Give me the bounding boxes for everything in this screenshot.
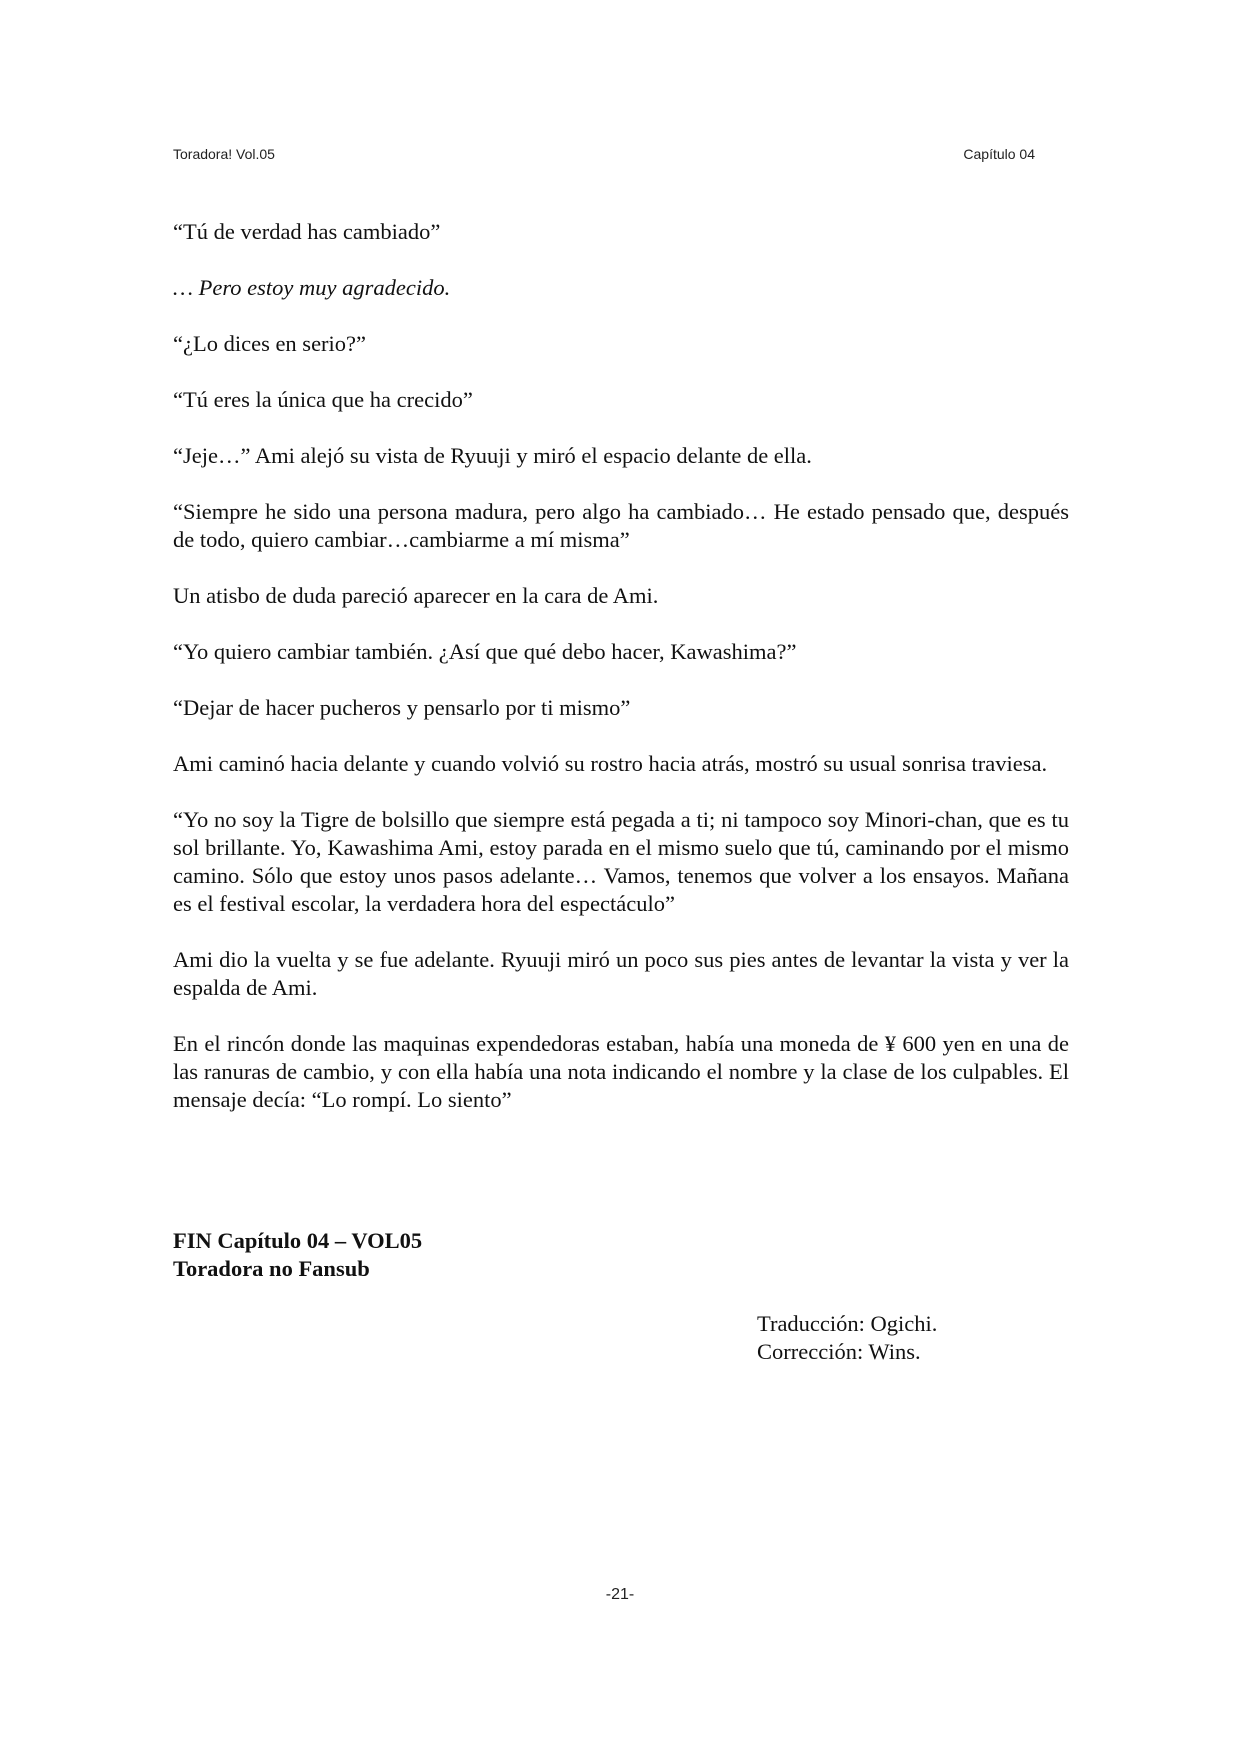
- paragraph: Ami caminó hacia delante y cuando volvió su rostro hacia atrás, mostró su usual sonrisa traviesa.: [173, 751, 1048, 776]
- header-chapter: Capítulo 04: [963, 146, 1035, 162]
- header-book-title: Toradora! Vol.05: [173, 146, 275, 162]
- paragraph: “Dejar de hacer pucheros y pensarlo por ti mismo”: [173, 695, 631, 720]
- chapter-end-block: [173, 1227, 422, 1283]
- page-header: [173, 146, 1035, 168]
- paragraph: “Yo no soy la Tigre de bolsillo que siempre está pegada a ti; ni tampoco soy Minori-chan, que es tu sol brillante. Yo, Kawashima Ami, estoy parada en el mismo suelo que tú, caminando por el mismo camino. Sólo que estoy unos pasos adelante… Vamos, tenemos que volver a los ensayos. Mañana es el festival escolar, la verdadera hora del espectáculo”: [173, 807, 1069, 916]
- paragraph: “Tú de verdad has cambiado”: [173, 219, 441, 244]
- paragraph: En el rincón donde las maquinas expendedoras estaban, había una moneda de ¥ 600 yen en una de las ranuras de cambio, y con ella había una nota indicando el nombre y la clase de los culpables. El mensaje decía: “Lo rompí. Lo siento”: [173, 1031, 1069, 1112]
- paragraph: “¿Lo dices en serio?”: [173, 331, 367, 356]
- paragraph: Ami dio la vuelta y se fue adelante. Ryuuji miró un poco sus pies antes de levantar la vista y ver la espalda de Ami.: [173, 947, 1069, 1000]
- body-text: [173, 218, 1069, 1142]
- paragraph: … Pero estoy muy agradecido.: [173, 275, 451, 300]
- fansub-name: Toradora no Fansub: [173, 1256, 370, 1281]
- credits-block: [757, 1310, 937, 1366]
- translation-credit: Traducción: Ogichi.: [757, 1311, 938, 1336]
- paragraph: “Siempre he sido una persona madura, pero algo ha cambiado… He estado pensado que, después de todo, quiero cambiar…cambiarme a mí misma”: [173, 499, 1069, 552]
- chapter-end-title: FIN Capítulo 04 – VOL05: [173, 1228, 423, 1253]
- page-number: -21-: [605, 1586, 635, 1603]
- paragraph: Un atisbo de duda pareció aparecer en la cara de Ami.: [173, 583, 659, 608]
- correction-credit: Corrección: Wins.: [757, 1339, 921, 1364]
- paragraph: “Yo quiero cambiar también. ¿Así que qué debo hacer, Kawashima?”: [173, 639, 797, 664]
- paragraph: “Jeje…” Ami alejó su vista de Ryuuji y miró el espacio delante de ella.: [173, 443, 812, 468]
- paragraph: “Tú eres la única que ha crecido”: [173, 387, 473, 412]
